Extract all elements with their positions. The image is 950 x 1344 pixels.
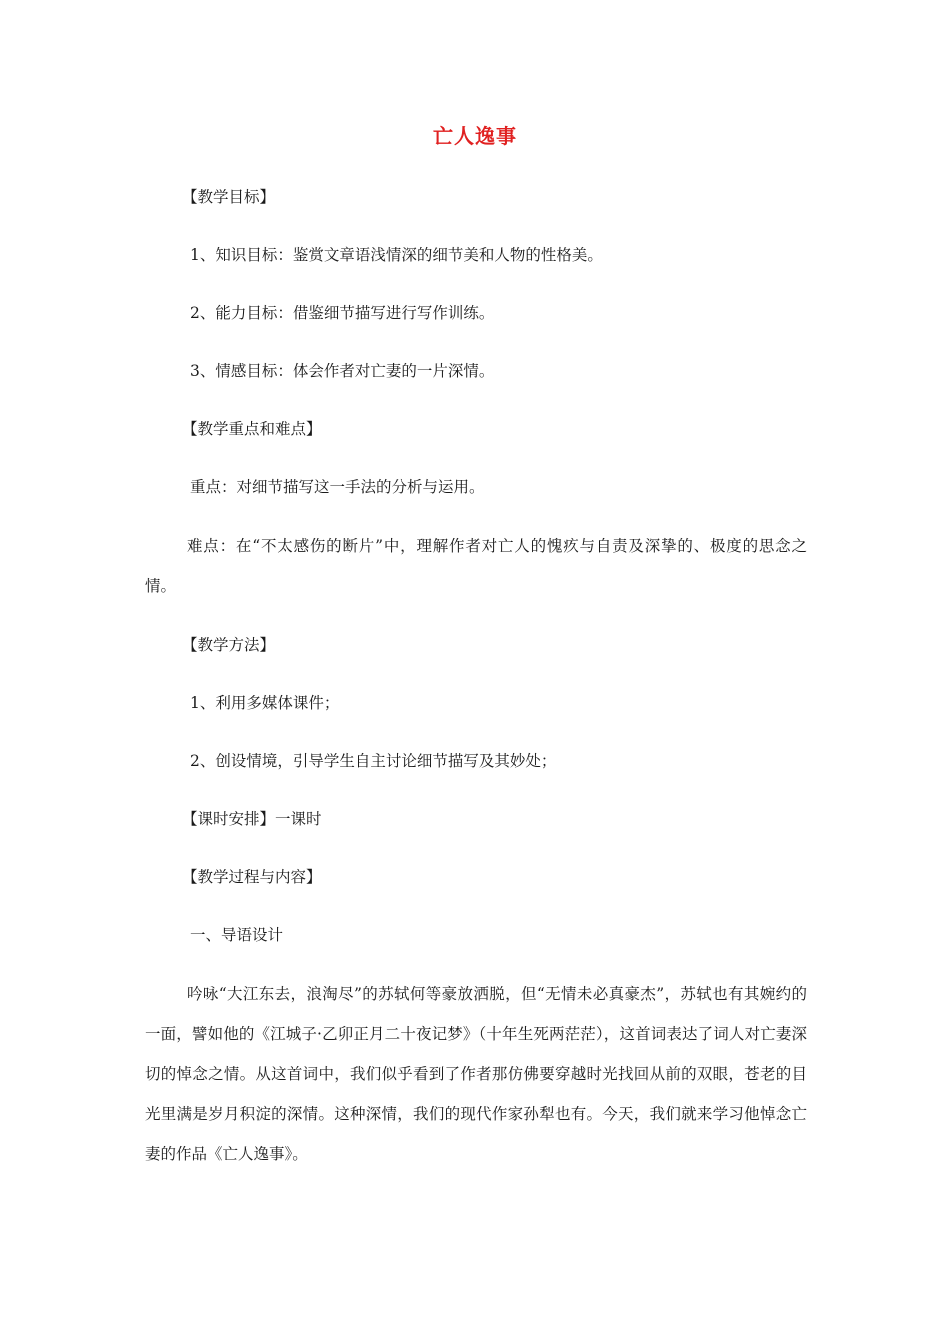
goal-item-1: 1、知识目标：鉴赏文章语浅情深的细节美和人物的性格美。 — [190, 246, 603, 264]
goal-item-3: 3、情感目标：体会作者对亡妻的一片深情。 — [190, 362, 495, 380]
method-item-1: 1、利用多媒体课件； — [190, 694, 340, 712]
methods-heading: 【教学方法】 — [182, 636, 276, 654]
method-item-2: 2、创设情境，引导学生自主讨论细节描写及其妙处； — [190, 752, 557, 770]
goals-heading: 【教学目标】 — [182, 188, 276, 206]
schedule-line: 【课时安排】一课时 — [182, 810, 322, 828]
goal-item-2: 2、能力目标：借鉴细节描写进行写作训练。 — [190, 304, 495, 322]
difficulty-paragraph: 难点：在“不太感伤的断片”中，理解作者对亡人的愧疚与自责及深挚的、极度的思念之情。 — [145, 537, 807, 595]
document-title: 亡人逸事 — [433, 124, 517, 148]
process-heading: 【教学过程与内容】 — [182, 868, 322, 886]
intro-paragraph: 吟咏“大江东去，浪淘尽”的苏轼何等豪放洒脱，但“无情未必真豪杰”，苏轼也有其婉约的一面，譬如他的《江城子·乙卯正月二十夜记梦》（十年生死两茫茫），这首词表达了词人对亡妻深切的悼念之情。从这首词中，我们似乎看到了作者那仿佛要穿越时光找回从前的双眼，苍老的目光里满是岁月积淀的深情。这种深情，我们的现代作家孙犁也有。今天，我们就来学习他悼念亡妻的作品《亡人逸事》。 — [145, 985, 807, 1163]
section-heading-intro: 一、导语设计 — [190, 926, 284, 944]
key-point: 重点：对细节描写这一手法的分析与运用。 — [190, 478, 485, 496]
key-points-heading: 【教学重点和难点】 — [182, 420, 322, 438]
